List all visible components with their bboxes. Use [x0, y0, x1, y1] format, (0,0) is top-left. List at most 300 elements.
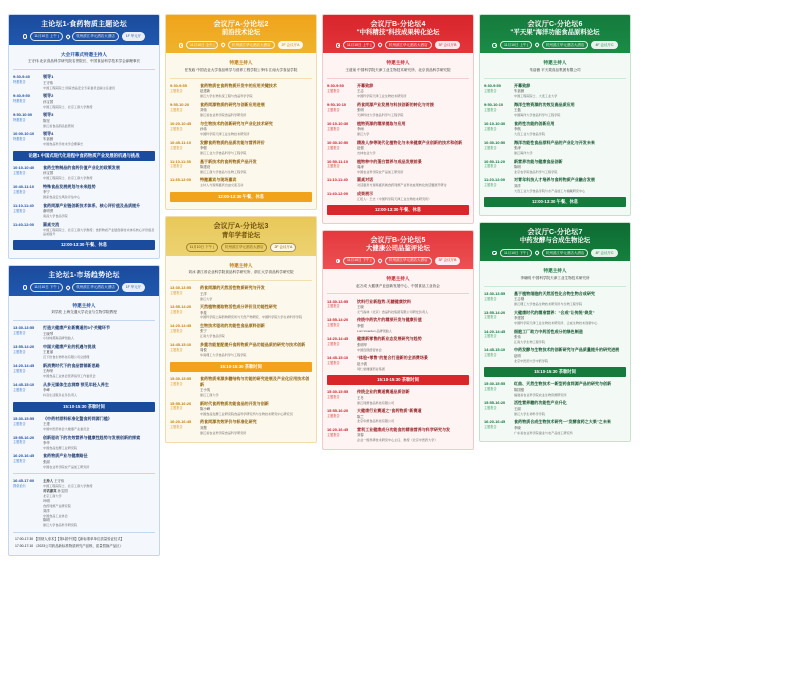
session-affiliation: 浙江工商大学食品与生物工程学院	[200, 169, 247, 174]
session-row[interactable]	[170, 100, 312, 119]
session-speaker: 陈明	[514, 165, 521, 170]
session-affiliation: 江南大学食品学院	[200, 334, 225, 339]
session-row[interactable]	[13, 220, 155, 238]
session-content	[357, 102, 469, 118]
session-row[interactable]	[484, 418, 626, 437]
forum-subtitle: 大健康公司品鉴评论坛	[366, 245, 430, 253]
time-text: 14:20-14:45	[484, 328, 506, 334]
time-text: 15:55-16:20	[13, 434, 35, 440]
session-time	[13, 112, 40, 128]
host-title: 特邀主持人	[229, 60, 253, 66]
time-tag: 主题报告	[484, 387, 497, 392]
host-title: 特邀主持人	[386, 276, 410, 282]
panel-name: 刘洋	[43, 508, 50, 513]
session-row[interactable]	[327, 189, 469, 202]
session-row[interactable]	[170, 418, 312, 437]
time-text: 13:55-14:20	[327, 317, 349, 323]
session-row[interactable]	[170, 399, 312, 418]
divider	[13, 473, 155, 474]
session-time	[484, 310, 511, 326]
forum-card-main1-morning[interactable]	[8, 14, 160, 259]
session-speaker: 王小英	[200, 388, 211, 393]
panel-affiliation: 浙江大学食品科学研究院	[43, 523, 78, 528]
session-speaker: 李强	[200, 146, 207, 151]
time-tag: 主题报告	[484, 425, 497, 430]
card-body	[166, 256, 316, 442]
session-time	[13, 416, 40, 432]
time-tag: 主题报告	[484, 126, 497, 131]
tea-break-band: 15:10-15:30 茶歇时间	[327, 375, 469, 385]
forum-card-b5[interactable]	[322, 230, 474, 451]
pin-icon	[535, 43, 540, 48]
card-header	[323, 15, 473, 53]
session-time	[327, 177, 354, 187]
session-time	[484, 159, 511, 175]
session-speaker: 张宁	[200, 329, 207, 334]
session-time	[13, 184, 40, 200]
session-row[interactable]	[170, 157, 312, 176]
host-title: 特邀主持人	[543, 60, 567, 66]
time-tag: 主题报告	[13, 368, 26, 373]
session-row[interactable]	[327, 316, 469, 335]
session-topic: 对青年科技人才培养与食药物质产业融合发展	[514, 177, 595, 183]
clock-icon	[336, 43, 341, 48]
session-row[interactable]	[484, 176, 626, 195]
time-text: 11:10-11:40	[13, 202, 34, 208]
time-tag: 主题报告	[13, 349, 26, 354]
session-speaker: 李晓	[514, 425, 521, 430]
session-time	[170, 102, 197, 118]
session-affiliation: 浙江同源食品科技有限公司	[357, 400, 395, 405]
time-text: 11:40-12:00	[13, 221, 34, 227]
session-time	[13, 165, 40, 181]
session-row[interactable]	[170, 374, 312, 399]
panel-affiliation: 中国工程院院士、北京工商大学教授	[43, 483, 93, 488]
session-row[interactable]	[327, 354, 469, 373]
session-row[interactable]	[484, 380, 626, 399]
session-topic: 营利工业健康成分功能食的精准营养与科学研究与发	[357, 427, 451, 432]
session-row[interactable]	[170, 119, 312, 138]
session-content	[200, 159, 312, 175]
session-speaker: 周涛	[357, 165, 364, 170]
session-row[interactable]	[13, 342, 155, 361]
session-affiliation: 中国工程院院士、大连工业大学	[514, 94, 558, 99]
session-topic: 从多元媒体生态洞察 预见年轻人养生	[43, 381, 109, 387]
time-tag: 主题报告	[13, 387, 26, 392]
divider	[170, 280, 312, 281]
session-row[interactable]	[170, 321, 312, 340]
time-text: 10:10-10:30	[327, 120, 349, 126]
session-row[interactable]	[170, 138, 312, 157]
session-row[interactable]	[327, 81, 469, 100]
time-text: 14:20-14:45	[327, 336, 349, 342]
session-row[interactable]	[484, 308, 626, 327]
session-time	[13, 74, 40, 90]
session-time	[170, 159, 197, 175]
session-row[interactable]	[327, 176, 469, 189]
section-band: 论题1 中国式现代化进程中食药物质产业发展的机遇与挑战	[13, 151, 155, 161]
forum-time: 11月10日 上午 |	[30, 32, 62, 40]
clock-icon	[23, 285, 28, 290]
host-names: 朱蓓薇 平天果食品集团有限公司	[529, 67, 581, 72]
session-row[interactable]	[484, 100, 626, 119]
time-text: 15:55-16:20	[170, 400, 192, 406]
session-row[interactable]	[13, 129, 155, 148]
session-time	[484, 329, 511, 345]
session-topic: 中国大健康产业的机遇与挑战	[43, 343, 96, 349]
session-topic: 海洋生物资源的功效及高品质应用	[514, 101, 575, 107]
forum-subtitle: "中科精技"科技成果转化论坛	[356, 29, 440, 37]
session-speaker: 李雨	[357, 127, 364, 132]
session-row[interactable]	[170, 81, 312, 100]
session-affiliation: 国家食品安全风险评估中心	[43, 195, 81, 200]
time-tag: 主题报告	[170, 381, 183, 386]
time-text: 15:55-16:20	[327, 408, 349, 414]
session-topic: 领导3	[43, 112, 54, 118]
forum-card-b4[interactable]	[322, 14, 474, 224]
forum-title: 主论坛1-食药物质主题论坛	[41, 21, 127, 28]
forum-meta	[484, 41, 626, 49]
card-body	[480, 53, 630, 214]
session-content	[514, 329, 626, 345]
session-affiliation: 中国农业科学院农产品加工研究所	[357, 169, 404, 174]
session-row[interactable]	[13, 111, 155, 130]
session-topic: 新消费时代下的食品营销新思路	[43, 362, 100, 368]
time-tag: 主题报告	[327, 342, 340, 347]
session-row[interactable]	[170, 303, 312, 322]
session-content	[200, 102, 312, 118]
session-affiliation: 北京农学院食品科学与工程学院	[514, 169, 558, 174]
session-content	[43, 222, 155, 237]
host-title: 特邀主持人	[386, 60, 410, 66]
session-content	[357, 121, 469, 137]
session-row[interactable]	[327, 119, 469, 138]
forum-meta	[327, 41, 469, 49]
session-row[interactable]	[13, 323, 155, 342]
session-affiliation: 汇报人：王志（中国科学院天津工业生物技术研究所）	[357, 196, 432, 201]
time-text: 16:20-16:45	[13, 453, 35, 459]
time-tag: 主题报告	[170, 291, 183, 296]
session-affiliation: 北京华源食品科技有限公司	[357, 419, 395, 424]
break-band: 12:00-13:30 午餐、休息	[13, 240, 155, 250]
forum-title: 会议厅B-分论坛4	[370, 21, 426, 28]
forum-card-c6[interactable]	[479, 14, 631, 216]
session-speaker: 李华	[43, 441, 50, 446]
session-speaker: 刘洋	[514, 183, 521, 188]
session-affiliation: 中国中医药协会大健康产业委员会	[43, 427, 90, 432]
session-time	[484, 140, 511, 156]
session-time	[484, 102, 511, 118]
forum-card-a2[interactable]	[165, 14, 317, 210]
panel-role: 对话嘉宾	[43, 488, 57, 493]
divider	[327, 293, 469, 294]
session-row[interactable]	[13, 433, 155, 452]
panel-affiliation: 中国食品工业协会	[43, 513, 68, 518]
session-row[interactable]	[327, 157, 469, 176]
session-row[interactable]	[484, 346, 626, 365]
host-title: 大会开幕式特邀主持人	[61, 51, 107, 57]
session-content	[43, 435, 155, 451]
session-speaker: 陈建设	[200, 165, 211, 170]
session-time	[327, 102, 354, 118]
session-row[interactable]	[327, 335, 469, 354]
time-tag: 主题报告	[327, 88, 340, 93]
time-text: 14:20-14:45	[13, 362, 35, 368]
session-time	[484, 83, 511, 99]
tea-break-band: 15:10-15:30 茶歇时间	[13, 402, 155, 412]
session-time	[327, 355, 354, 371]
session-row[interactable]	[13, 182, 155, 201]
time-text: 9:30-9:55	[170, 82, 187, 88]
session-time	[170, 401, 197, 417]
session-topic: 圆桌对话	[357, 177, 374, 183]
session-affiliation: 南昌大学食品学院	[43, 214, 68, 219]
session-affiliation: 小仙炖燕窝品牌创始人	[43, 336, 74, 341]
session-content	[43, 344, 155, 360]
agenda-column-3	[322, 14, 474, 450]
session-affiliation: 浙江省食品药品监管局	[43, 123, 74, 128]
time-tag: 主题报告	[484, 334, 497, 339]
session-content	[514, 381, 626, 397]
host-block	[170, 57, 312, 75]
session-content	[43, 363, 155, 379]
card-body	[9, 45, 159, 258]
session-row[interactable]	[327, 388, 469, 407]
session-row[interactable]	[484, 138, 626, 157]
time-tag: 主题报告	[170, 107, 183, 112]
session-topic: 传统企业的赛道赛道品质创新	[357, 389, 410, 395]
session-row[interactable]	[327, 100, 469, 119]
break-band: 12:00-13:30 午餐、休息	[327, 205, 469, 215]
panel-affiliation: 北京工商大学	[43, 493, 62, 498]
clock-icon	[492, 43, 497, 48]
time-tag: 主题报告	[170, 126, 183, 131]
time-text: 16:20-16:45	[170, 419, 192, 425]
host-names: 王守伟 北京食品科学研究院名誉院长、中国食品科学技术学会副理事长	[27, 59, 141, 64]
session-content	[514, 419, 626, 435]
time-text: 15:30-15:55	[13, 415, 35, 421]
time-text: 13:30-13:55	[170, 285, 192, 291]
session-row[interactable]	[13, 452, 155, 471]
session-affiliation: 元气森林（北京）食品科技集团有限公司研发负责人	[357, 309, 429, 314]
session-row[interactable]	[13, 414, 155, 433]
session-affiliation: 天津科技大学食品科学与工程学院	[357, 113, 404, 118]
forum-venue: 杭州滨江华元酒店大酒店	[72, 32, 119, 40]
time-text: 10:10-10:30	[484, 120, 506, 126]
session-row[interactable]	[484, 289, 626, 308]
session-time	[170, 285, 197, 301]
session-topic: 打造大健康产业新赛道的3个关键环节	[43, 325, 111, 331]
tea-break-band: 15:10-15:30 茶歇时间	[170, 362, 312, 372]
time-text: 10:30-10:50	[484, 139, 506, 145]
session-time	[170, 83, 197, 99]
forum-card-a3[interactable]	[165, 216, 317, 443]
forum-venue: 杭州滨江华元酒店大酒店	[221, 243, 268, 251]
session-time	[484, 347, 511, 363]
session-row[interactable]	[327, 138, 469, 157]
session-row[interactable]	[484, 399, 626, 418]
time-tag: 主题报告	[170, 425, 183, 430]
session-speaker: 张涛	[514, 146, 521, 151]
time-tag: 主题报告	[327, 361, 340, 366]
host-names: 李晓明 中国科学院天津工业生物技术研究所	[520, 275, 590, 280]
session-speaker: 李宁	[43, 190, 50, 195]
session-row[interactable]	[484, 119, 626, 138]
card-body	[480, 261, 630, 441]
session-affiliation: 抖音生活服务业务负责人	[43, 393, 78, 398]
forum-hall: 4F 会议厅C	[591, 41, 617, 49]
host-block	[170, 260, 312, 278]
forum-meta	[170, 243, 312, 251]
session-content	[43, 112, 155, 128]
session-row[interactable]	[13, 380, 155, 399]
time-text: 11:35-12:00	[170, 177, 191, 183]
session-row[interactable]	[13, 163, 155, 182]
time-text: 11:10-11:40	[327, 177, 348, 183]
session-speaker: 孙宝国	[43, 171, 54, 176]
host-names: 任发政 中国农业大学食品科学与营养工程学院 | 李伟 江南大学食品学院	[184, 67, 298, 72]
session-speaker: 赵强	[357, 146, 364, 151]
forum-card-main1-afternoon[interactable]	[8, 265, 160, 556]
session-row[interactable]	[327, 297, 469, 316]
clock-icon	[23, 34, 28, 39]
time-tag: 主题报告	[170, 309, 183, 314]
panel-name: 叶明	[43, 498, 50, 503]
card-header	[166, 15, 316, 53]
session-content	[200, 121, 312, 137]
session-speaker: 王磊	[514, 108, 521, 113]
session-content	[43, 453, 155, 469]
break-band: 12:00-13:30 午餐、休息	[170, 192, 312, 202]
session-topic: 细胞工厂助力中药活性成分的绿色制造	[514, 328, 583, 334]
pin-icon	[378, 43, 383, 48]
time-tag: 主题报告	[484, 296, 497, 301]
session-row[interactable]	[170, 284, 312, 303]
session-topic: 天然植物提取物活性成分评价及功能性研究	[200, 304, 277, 310]
session-speaker: 李峰	[43, 388, 50, 393]
time-tag: 主题报告	[170, 347, 183, 352]
session-speaker: 王晓琴	[43, 331, 54, 336]
time-tag: 主题报告	[170, 88, 183, 93]
divider	[484, 78, 626, 79]
session-row[interactable]	[484, 327, 626, 346]
host-title: 特邀主持人	[72, 302, 96, 308]
session-topic: 植物种中的蛋白营养与成品发展前景	[357, 158, 422, 164]
session-topic: 开幕致辞	[514, 82, 531, 88]
session-affiliation: 中国科学院天津工业生物技术研究所	[357, 94, 407, 99]
session-time	[327, 336, 354, 352]
session-time	[170, 121, 197, 137]
time-text: 9:50-10:10	[484, 101, 504, 107]
session-topic: 红曲、天然生物技术一新型药食同源产品的研究与创新	[514, 381, 612, 387]
session-speaker: 王夏丽	[43, 350, 54, 355]
forum-hall: 3F 会议厅B	[435, 41, 461, 49]
forum-hall: 1F 华元厅	[122, 283, 146, 291]
forum-card-c7[interactable]	[479, 222, 631, 443]
host-names: 刘学波 上海交通大学农业与生物学院教授	[51, 310, 117, 315]
time-tag: 主题报告	[13, 459, 26, 464]
session-speaker: 王建	[43, 422, 50, 427]
session-topic: 活性营养糖的功能性产业升化	[514, 400, 567, 406]
forum-venue: 杭州滨江华元酒店大酒店	[385, 41, 432, 49]
session-topic: 饮料行业新趋势-无糖健康饮料	[357, 298, 411, 304]
session-affiliation: Lorn'sGarden 品牌创始人	[357, 328, 392, 333]
forum-time: 11月10日 下午 |	[500, 249, 532, 257]
session-time	[484, 400, 511, 416]
session-row[interactable]	[170, 176, 312, 189]
session-content	[43, 325, 155, 341]
time-tag: 主题报告	[327, 164, 340, 169]
session-speaker: 周悦	[200, 348, 207, 353]
session-time	[13, 435, 40, 451]
session-row[interactable]	[170, 340, 312, 359]
forum-time: 11月10日 下午 |	[186, 243, 218, 251]
session-affiliation: 浙江工商大学	[200, 393, 219, 398]
session-topic: 食药生物制品的食药价值产业化的政策发展	[43, 164, 120, 170]
panel-name: 孙宝国	[57, 488, 68, 493]
pin-icon	[65, 285, 70, 290]
session-row[interactable]	[327, 407, 469, 426]
forum-time: 11月10日 下午 |	[343, 257, 375, 265]
session-row[interactable]	[327, 425, 469, 444]
session-affiliation: 中国工程院院士、北京工商大学教授	[43, 104, 93, 109]
forum-title: 会议厅C-分论坛7	[527, 228, 583, 236]
session-topic: "体验+零售"的复合打造新的全消费场景	[357, 355, 428, 361]
time-text: 9:40-9:50	[13, 93, 30, 99]
session-affiliation: 中国食品发酵工业研究院	[43, 445, 78, 450]
time-text: 9:30-9:50	[327, 82, 344, 88]
session-content	[200, 323, 312, 339]
session-row[interactable]	[484, 157, 626, 176]
session-row[interactable]	[13, 92, 155, 111]
session-topic: 与生物技术的创新研究与产业化技术研究	[200, 120, 273, 126]
time-tag: 主题报告	[13, 189, 26, 194]
session-row[interactable]	[484, 81, 626, 100]
session-topic: 健康新零售的新业态发展研究与趋势	[357, 336, 422, 342]
session-affiliation: 浙江大学生物系统工程与食品科学学院	[200, 94, 253, 99]
time-text: 14:20-14:45	[170, 323, 192, 328]
time-tag: 主题报告	[13, 421, 26, 426]
session-row[interactable]	[13, 73, 155, 92]
session-content	[514, 291, 626, 307]
host-title: 特邀主持人	[543, 268, 567, 274]
card-header	[166, 217, 316, 255]
forum-hall: 1F 华元厅	[122, 32, 146, 40]
time-text: 13:55-14:20	[484, 309, 506, 315]
session-topic: 传统中药饮片的精深开发与健康价值	[357, 317, 422, 323]
time-tag: 主题报告	[327, 304, 340, 309]
session-time	[170, 376, 197, 398]
panel-name: 王守伟	[54, 478, 65, 483]
session-time	[13, 344, 40, 360]
forum-title: 会议厅A-分论坛2	[213, 21, 269, 28]
time-tag: 主题报告	[327, 145, 340, 150]
time-tag: 特邀报告	[13, 99, 26, 104]
session-time	[170, 177, 197, 187]
session-topic: 领导1	[43, 74, 54, 80]
panel-row[interactable]	[13, 477, 155, 529]
host-block	[327, 57, 469, 75]
time-tag: 主题报告	[484, 107, 497, 112]
session-affiliation: 中国科学院天津工业生物技术研究所	[200, 132, 250, 137]
session-topic: 精准人参等现代化植物化与未来健康产业创新的技术和创新	[357, 139, 463, 145]
session-row[interactable]	[13, 361, 155, 380]
session-content	[514, 177, 626, 193]
forum-time: 11月10日 下午 |	[30, 283, 62, 291]
session-content	[514, 347, 626, 363]
session-time	[484, 121, 511, 137]
session-row[interactable]	[13, 201, 155, 220]
